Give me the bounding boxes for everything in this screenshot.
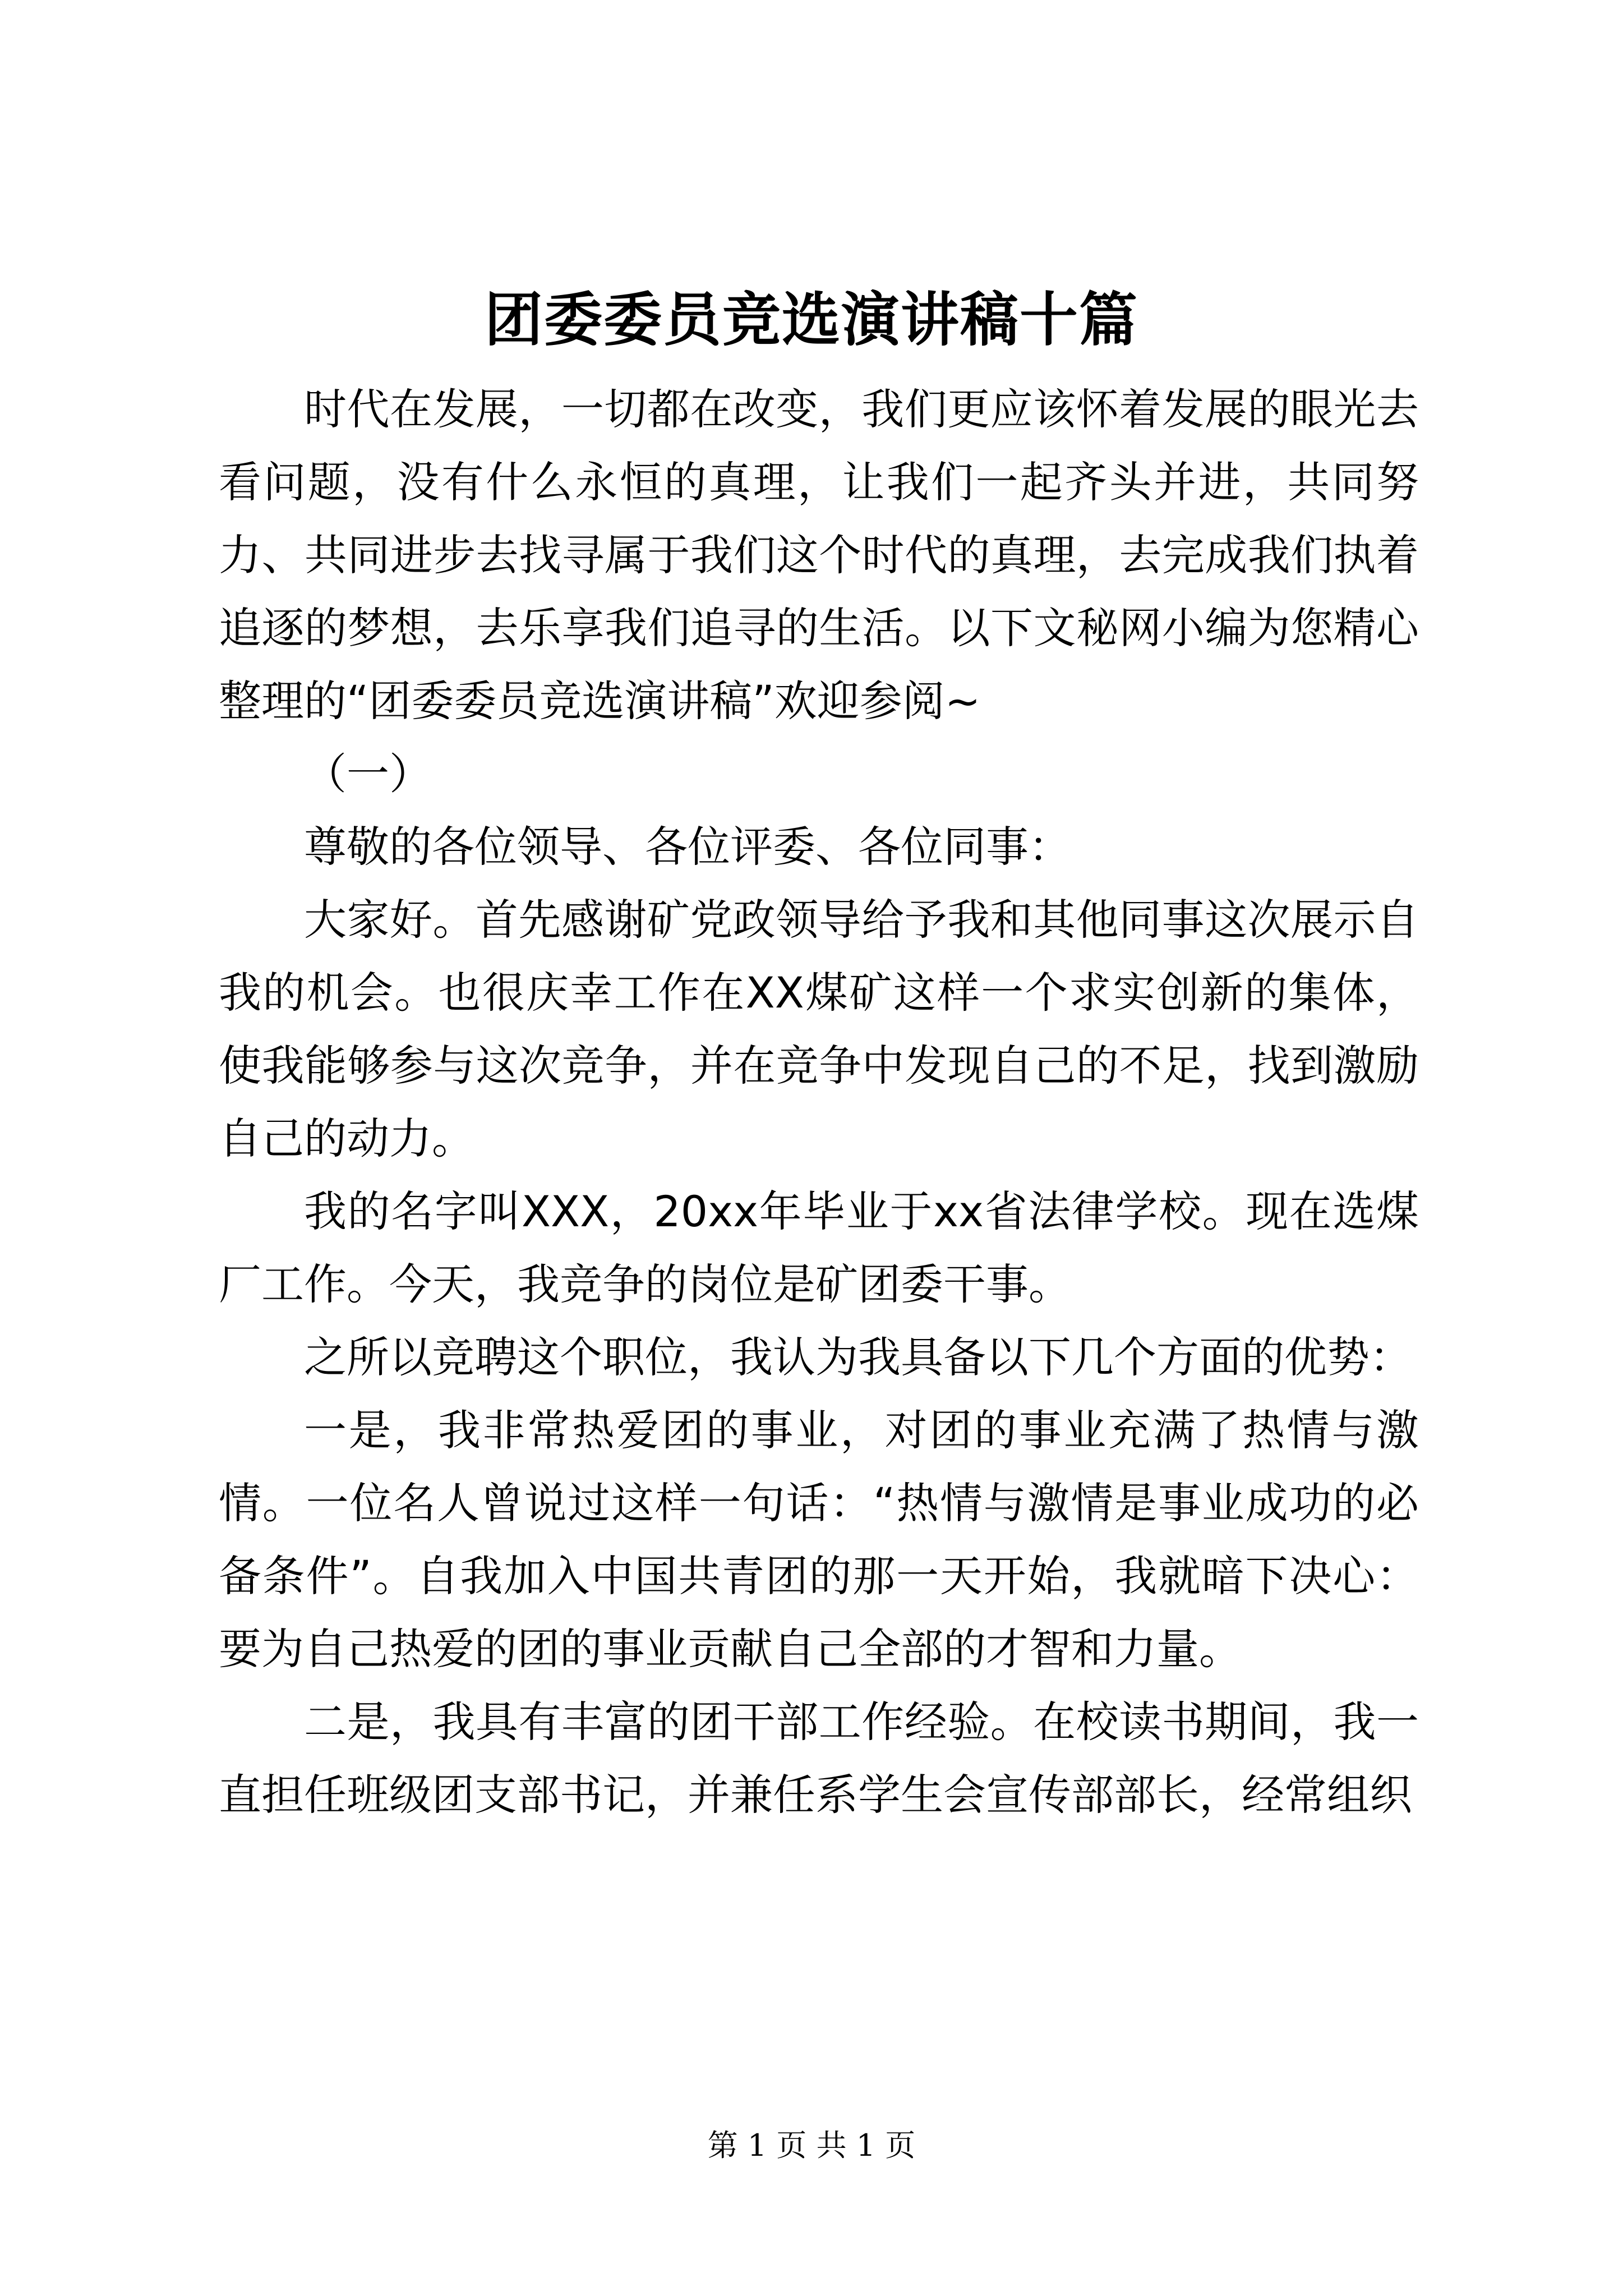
intro-paragraph: 时代在发展，一切都在改变，我们更应该怀着发展的眼光去看问题，没有什么永恒的真理，让我们一起齐头并进，共同努力、共同进步去找寻属于我们这个时代的真理，去完成我们执着追逐的梦想，去乐享我们追寻的生活。以下文秘网小编为您精心整理的“团委委员竞选演讲稿”欢迎参阅~: [219, 384, 1419, 726]
advantages-intro-paragraph: 之所以竞聘这个职位，我认为我具备以下几个方面的优势：: [304, 1332, 1412, 1382]
section-number: （一）: [304, 749, 432, 799]
greeting-paragraph: 大家好。首先感谢矿党政领导给予我和其他同事这次展示自我的机会。也很庆幸工作在XX煤矿这样一个求实创新的集体，使我能够参与这次竞争，并在竞争中发现自己的不足，找到激励自己的动力。: [219, 895, 1419, 1163]
self-intro-paragraph: 我的名字叫XXX，20xx年毕业于xx省法律学校。现在选煤厂工作。今天，我竞争的岗位是矿团委干事。: [219, 1186, 1419, 1309]
document-body: [219, 373, 1419, 1832]
page-footer: 第 1 页 共 1 页: [707, 2128, 916, 2163]
salutation-paragraph: 尊敬的各位领导、各位评委、各位同事：: [304, 822, 1071, 872]
advantage-two-paragraph: 二是，我具有丰富的团干部工作经验。在校读书期间，我一直担任班级团支部书记，并兼任系学生会宣传部部长，经常组织: [219, 1697, 1419, 1820]
document-title: 团委委员竞选演讲稿十篇: [484, 285, 1138, 354]
advantage-one-paragraph: 一是，我非常热爱团的事业，对团的事业充满了热情与激情。一位名人曾说过这样一句话：“热情与激情是事业成功的必备条件”。自我加入中国共青团的那一天开始，我就暗下决心：要为自己热爱的团的事业贡献自己全部的才智和力量。: [219, 1405, 1419, 1674]
